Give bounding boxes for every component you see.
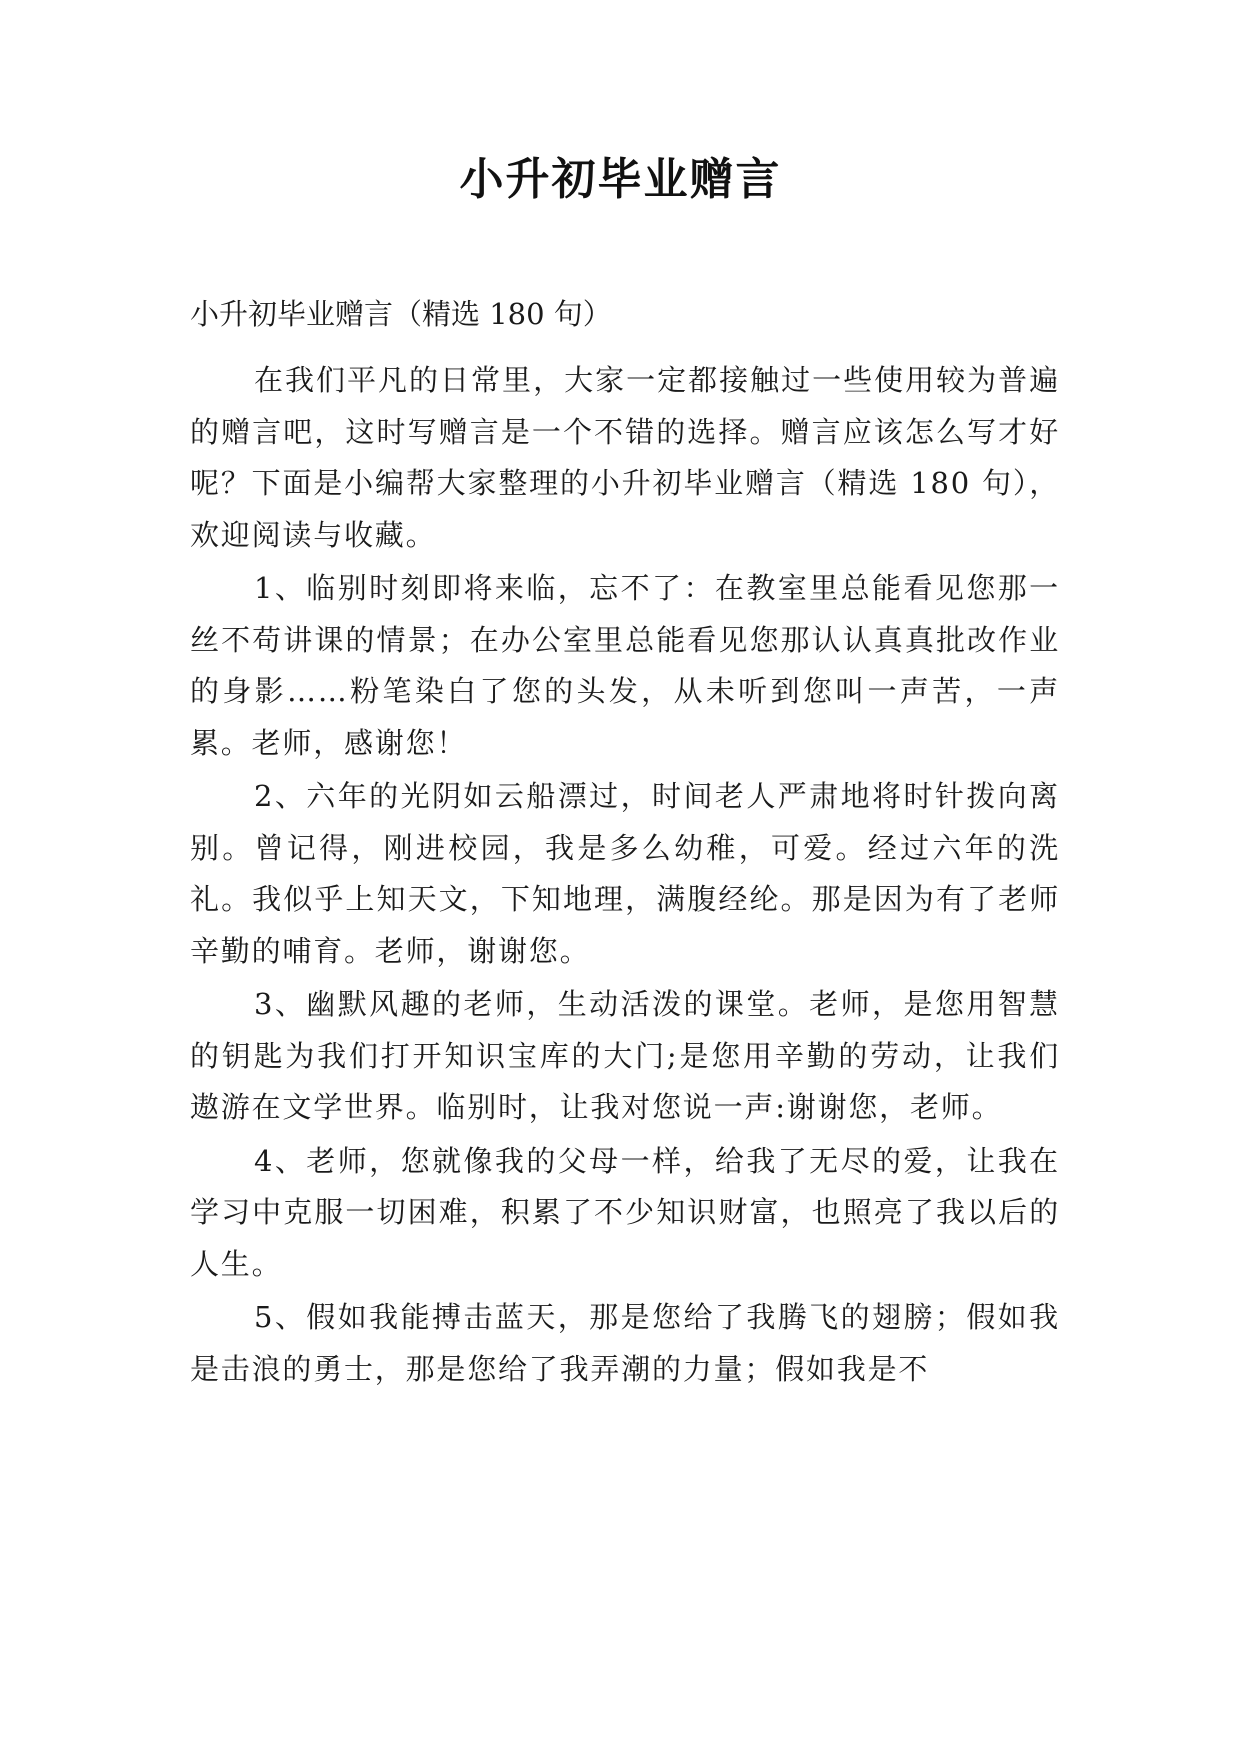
document-body (190, 355, 1060, 1397)
intro-paragraph: 在我们平凡的日常里，大家一定都接触过一些使用较为普遍的赠言吧，这时写赠言是一个不错的选择。赠言应该怎么写才好呢？下面是小编帮大家整理的小升初毕业赠言（精选 180 句），欢迎阅读与收藏。 (190, 363, 1060, 552)
quote-paragraph-4: 4、老师，您就像我的父母一样，给我了无尽的爱，让我在学习中克服一切困难，积累了不少知识财富，也照亮了我以后的人生。 (190, 1143, 1060, 1281)
quote-paragraph-3: 3、幽默风趣的老师，生动活泼的课堂。老师，是您用智慧的钥匙为我们打开知识宝库的大门;是您用辛勤的劳动，让我们遨游在文学世界。临别时，让我对您说一声:谢谢您，老师。 (190, 987, 1060, 1124)
quote-paragraph-1: 1、临别时刻即将来临，忘不了：在教室里总能看见您那一丝不苟讲课的情景；在办公室里总能看见您那认认真真批改作业的身影……粉笔染白了您的头发，从未听到您叫一声苦，一声累。老师，感谢您！ (190, 571, 1060, 760)
document-subtitle: 小升初毕业赠言（精选 180 句） (190, 297, 612, 331)
quote-paragraph-5: 5、假如我能搏击蓝天，那是您给了我腾飞的翅膀；假如我是击浪的勇士，那是您给了我弄潮的力量；假如我是不 (190, 1300, 1060, 1386)
document-title: 小升初毕业赠言 (459, 154, 782, 205)
quote-paragraph-2: 2、六年的光阴如云船漂过，时间老人严肃地将时针拨向离别。曾记得，刚进校园，我是多么幼稚，可爱。经过六年的洗礼。我似乎上知天文，下知地理，满腹经纶。那是因为有了老师辛勤的哺育。老师，谢谢您。 (190, 779, 1060, 968)
